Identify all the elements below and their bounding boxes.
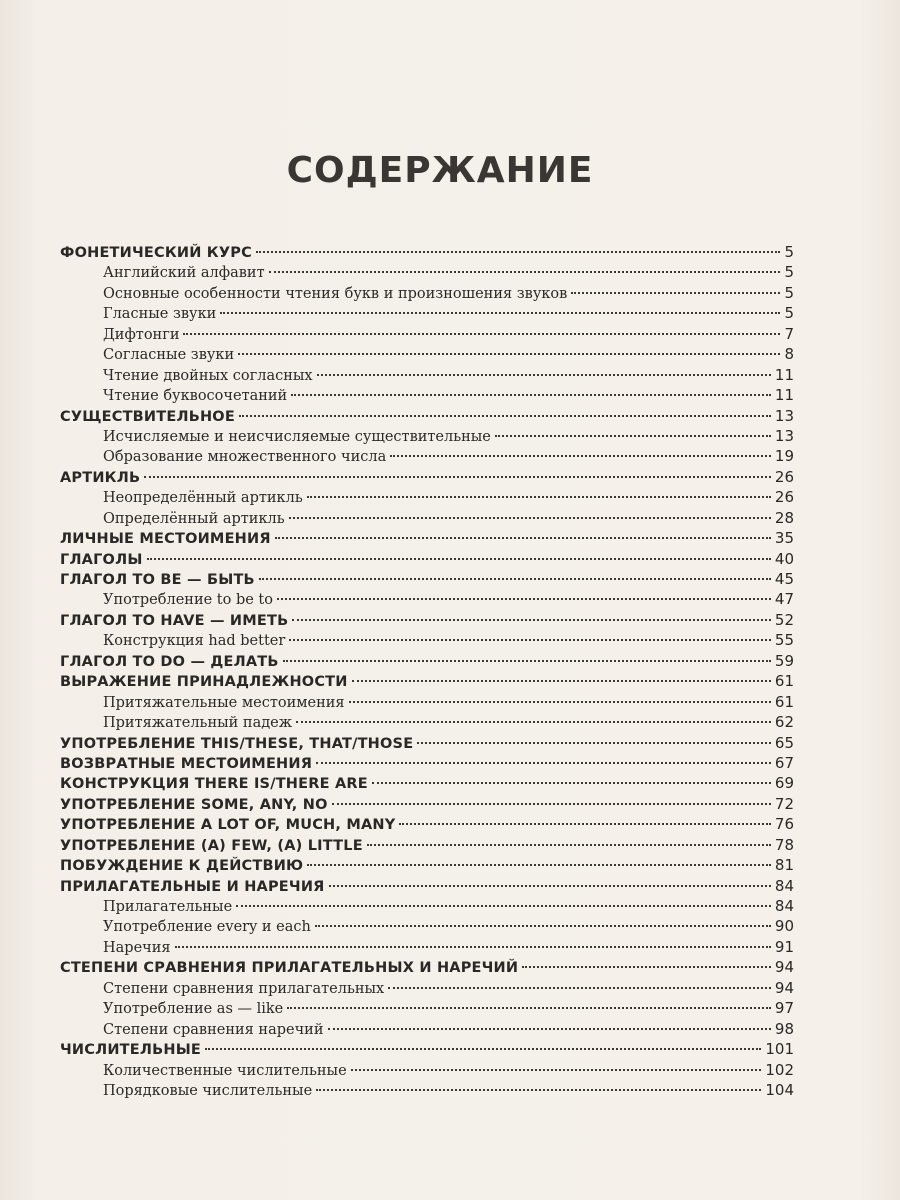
toc-page-number: 5 [784,263,794,282]
toc-section [60,406,794,426]
toc-page-number: 13 [774,406,794,425]
toc-section [60,814,794,834]
toc-section [60,569,794,589]
toc-page-number: 61 [774,692,794,711]
dot-leader [239,415,771,417]
dot-leader [144,476,771,478]
toc-subsection [60,1080,794,1100]
toc-entry-title: ВОЗВРАТНЫЕ МЕСТОИМЕНИЯ [60,755,313,772]
dot-leader [332,803,771,805]
dot-leader [522,966,771,968]
toc-entry-title: УПОТРЕБЛЕНИЕ A LOT OF, MUCH, MANY [60,817,396,834]
dot-leader [147,558,771,560]
toc-subsection [60,630,794,650]
toc-entry-title: Дифтонги [103,326,180,343]
toc-entry-title: ГЛАГОЛЫ [60,551,143,568]
dot-leader [352,680,771,682]
dot-leader [316,1089,761,1091]
toc-page-number: 26 [774,467,794,486]
toc-entry-title: ВЫРАЖЕНИЕ ПРИНАДЛЕЖНОСТИ [60,674,348,691]
toc-entry-title: ГЛАГОЛ TO DO — ДЕЛАТЬ [60,653,279,670]
toc-page-number: 59 [774,651,794,670]
toc-section [60,610,794,630]
toc-subsection [60,446,794,466]
dot-leader [269,271,781,273]
toc-section [60,957,794,977]
toc-subsection [60,916,794,936]
toc-entry-title: ЧИСЛИТЕЛЬНЫЕ [60,1042,202,1059]
toc-page-number: 84 [774,897,794,915]
dot-leader [238,353,780,355]
toc-subsection [60,1060,794,1080]
toc-page-number: 40 [774,549,794,568]
toc-page-number: 104 [765,1080,794,1099]
toc-entry-title: Употребление as — like [103,1001,284,1018]
toc-entry-title: Основные особенности чтения букв и произношения звуков [103,285,568,302]
toc-page-number: 94 [774,958,794,977]
dot-leader [283,660,771,662]
toc-entry-title: ГЛАГОЛ TO BE — БЫТЬ [60,572,255,588]
toc-page-number: 7 [784,324,794,343]
dot-leader [236,905,771,907]
toc-section [60,753,794,773]
toc-subsection [60,385,794,405]
dot-leader [315,925,771,927]
toc-entry-title: Порядковые числительные [103,1082,313,1099]
toc-subsection [60,365,794,385]
dot-leader [317,374,771,376]
dot-leader [329,885,771,887]
toc-page-number: 102 [765,1060,794,1079]
toc-entry-title: Конструкция had better [103,633,286,650]
toc-section [60,855,794,875]
toc-page-number: 67 [774,753,794,772]
toc-subsection [60,937,794,957]
dot-leader [277,598,771,600]
toc-entry-title: УПОТРЕБЛЕНИЕ THIS/THESE, THAT/THOSE [60,735,414,752]
toc-page-number: 61 [774,672,794,691]
toc-page-number: 26 [774,488,794,507]
dot-leader [289,517,771,519]
page-title: СОДЕРЖАНИЕ [286,150,594,191]
toc-page-number: 5 [784,283,794,302]
toc-page-number: 45 [774,570,794,588]
toc-page-number: 55 [774,631,794,650]
toc-subsection [60,998,794,1018]
dot-leader [289,639,771,641]
toc-page-number: 13 [774,426,794,445]
toc-entry-title: КОНСТРУКЦИЯ THERE IS/THERE ARE [60,776,368,793]
toc-page-number: 52 [774,610,794,629]
dot-leader [307,864,771,866]
dot-leader [296,721,771,723]
toc-page-number: 11 [774,386,794,405]
toc-page-number: 76 [774,815,794,834]
dot-leader [259,578,771,580]
toc-page-number: 101 [765,1040,794,1059]
toc-entry-title: ФОНЕТИЧЕСКИЙ КУРС [60,245,252,261]
dot-leader [256,251,781,253]
toc-page-number: 35 [774,529,794,548]
toc-page-number: 8 [784,345,794,364]
dot-leader [367,844,771,846]
toc-subsection [60,344,794,364]
toc-entry-title: ПОБУЖДЕНИЕ К ДЕЙСТВИЮ [60,858,304,875]
toc-entry-title: Притяжательные местоимения [103,694,345,711]
dot-leader [399,823,770,825]
toc-entry-title: Согласные звуки [103,347,235,364]
toc-entry-title: Неопределённый артикль [103,490,303,507]
dot-leader [287,1007,771,1009]
toc-section [60,467,794,487]
dot-leader [417,742,771,744]
toc-page-number: 65 [774,733,794,752]
toc-page-number: 19 [774,447,794,466]
toc-subsection [60,262,794,282]
dot-leader [351,1069,762,1071]
dot-leader [292,619,771,621]
dot-leader [275,537,771,539]
toc-section [60,671,794,691]
toc-section [60,549,794,569]
dot-leader [316,762,771,764]
toc-page-number: 91 [774,937,794,956]
toc-section [60,835,794,855]
toc-page-number: 47 [774,590,794,609]
toc-subsection [60,896,794,916]
toc-page-number: 94 [774,978,794,997]
dot-leader [495,435,771,437]
toc-page-number: 5 [784,243,794,261]
toc-section [60,528,794,548]
toc-entry-title: Чтение двойных согласных [103,367,313,384]
toc-section [60,651,794,671]
toc-page-number: 90 [774,917,794,936]
toc-subsection [60,1019,794,1039]
toc-page-number: 81 [774,856,794,875]
dot-leader [183,333,780,335]
toc-page-number: 5 [784,304,794,323]
toc-subsection [60,712,794,732]
toc-entry-title: ПРИЛАГАТЕЛЬНЫЕ И НАРЕЧИЯ [60,878,325,895]
toc-page-number: 28 [774,508,794,527]
toc-page-number: 72 [774,794,794,813]
dot-leader [220,312,780,314]
toc-subsection [60,978,794,998]
toc-subsection [60,303,794,323]
toc-section [60,733,794,753]
toc-entry-title: Степени сравнения наречий [103,1021,324,1038]
dot-leader [291,394,771,396]
dot-leader [571,292,780,294]
toc-entry-title: ГЛАГОЛ TO HAVE — ИМЕТЬ [60,612,289,629]
toc-entry-title: УПОТРЕБЛЕНИЕ (A) FEW, (A) LITTLE [60,837,363,854]
toc-entry-title: Степени сравнения прилагательных [103,980,385,997]
dot-leader [328,1028,771,1030]
toc-subsection [60,426,794,446]
toc-subsection [60,589,794,609]
toc-page-number: 98 [774,1019,794,1038]
toc-entry-title: СУЩЕСТВИТЕЛЬНОЕ [60,408,235,425]
toc-entry-title: ЛИЧНЫЕ МЕСТОИМЕНИЯ [60,531,271,548]
dot-leader [388,987,771,989]
dot-leader [372,782,771,784]
dot-leader [175,946,771,948]
dot-leader [390,455,771,457]
toc-entry-title: Употребление every и each [103,919,311,936]
toc-subsection [60,508,794,528]
toc-section [60,242,794,262]
toc-page-number: 97 [774,999,794,1018]
toc-subsection [60,324,794,344]
dot-leader [205,1048,761,1050]
table-of-contents [60,242,794,1100]
toc-page-number: 78 [774,835,794,854]
dot-leader [307,496,771,498]
toc-subsection [60,692,794,712]
toc-entry-title: Образование множественного числа [103,449,387,466]
toc-section [60,773,794,793]
toc-section [60,876,794,896]
toc-subsection [60,283,794,303]
toc-entry-title: Наречия [103,939,171,956]
toc-entry-title: Английский алфавит [103,265,265,282]
toc-entry-title: Исчисляемые и неисчисляемые существительные [103,428,491,445]
toc-entry-title: АРТИКЛЬ [60,469,141,486]
toc-page-number: 69 [774,774,794,793]
toc-entry-title: Прилагательные [103,899,233,915]
toc-page-number: 11 [774,365,794,384]
toc-entry-title: УПОТРЕБЛЕНИЕ SOME, ANY, NO [60,796,328,813]
toc-section [60,1039,794,1059]
toc-subsection [60,487,794,507]
toc-section [60,794,794,814]
toc-entry-title: Количественные числительные [103,1062,347,1079]
toc-entry-title: Притяжательный падеж [103,715,293,732]
dot-leader [349,701,771,703]
toc-page-number: 84 [774,876,794,895]
toc-entry-title: Употребление to be to [103,592,273,609]
toc-entry-title: Определённый артикль [103,510,285,527]
toc-entry-title: СТЕПЕНИ СРАВНЕНИЯ ПРИЛАГАТЕЛЬНЫХ И НАРЕЧИЙ [60,960,519,977]
toc-entry-title: Чтение буквосочетаний [103,388,288,405]
toc-entry-title: Гласные звуки [103,306,217,323]
toc-page-number: 62 [774,713,794,732]
